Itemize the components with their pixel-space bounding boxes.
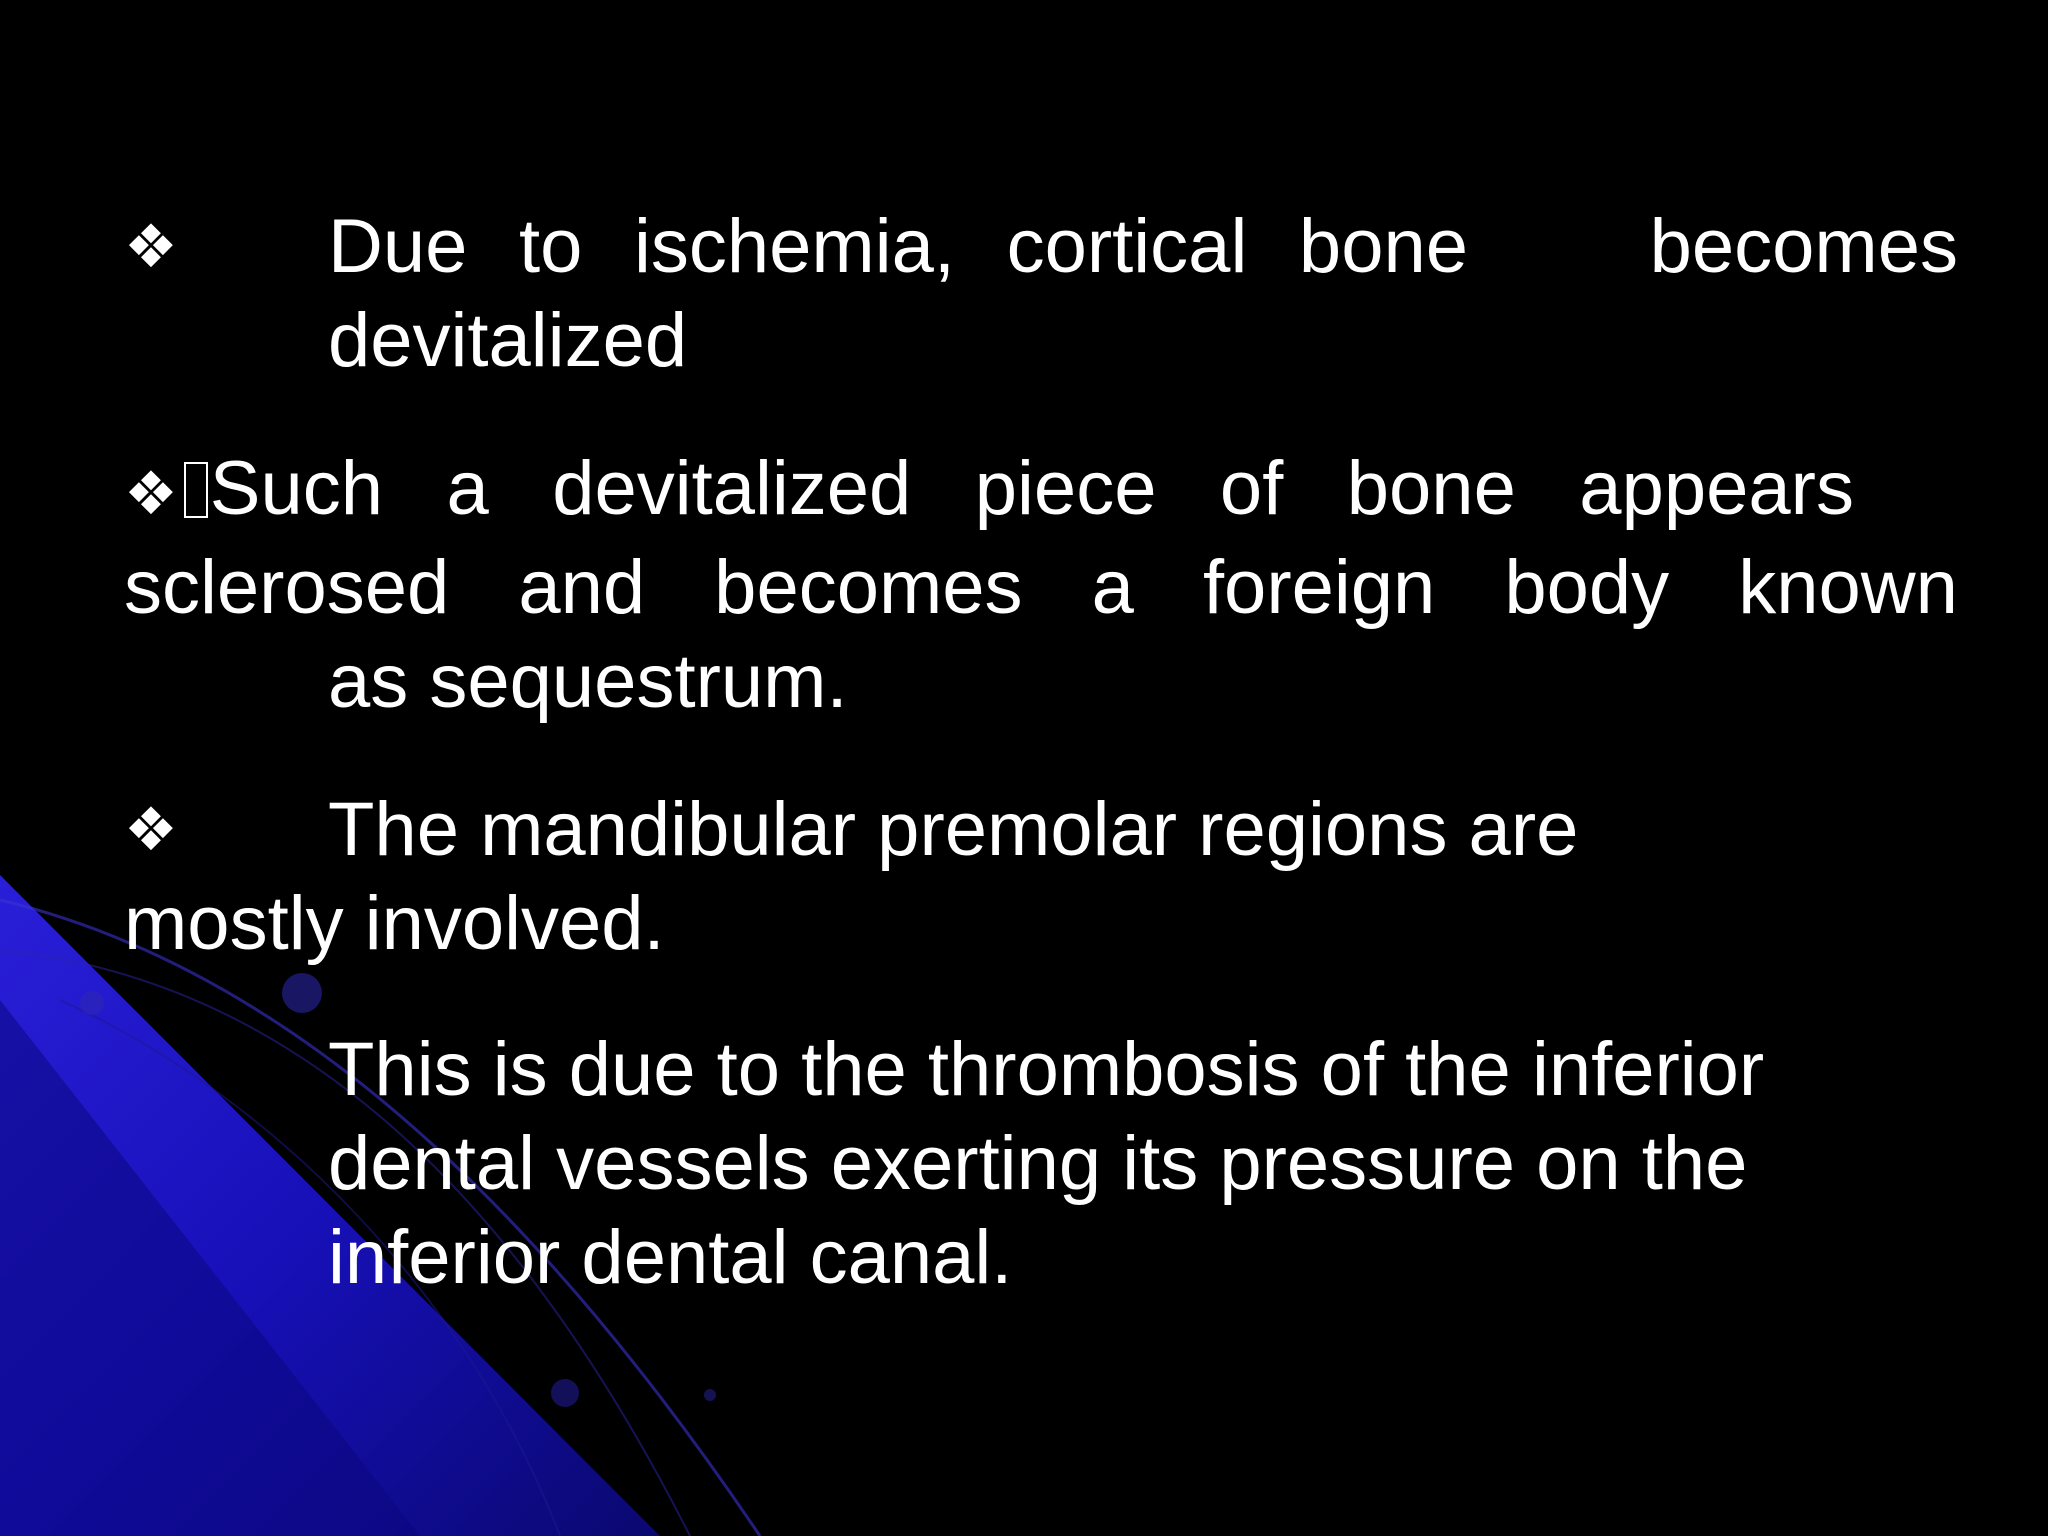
paragraph-3-line-1: The mandibular premolar regions are bbox=[328, 787, 1579, 872]
word: body bbox=[1504, 545, 1670, 630]
paragraph-1-line-2: devitalized bbox=[328, 298, 688, 383]
paragraph-4-line-1: This is due to the thrombosis of the inferior bbox=[328, 1027, 1765, 1112]
paragraph-4 bbox=[124, 1023, 1958, 1305]
bullet-paragraph-3 bbox=[124, 783, 1958, 971]
word: Due bbox=[328, 204, 468, 289]
word: becomes bbox=[714, 545, 1023, 630]
bullet-paragraph-2 bbox=[124, 442, 1958, 729]
word-with-bullet bbox=[124, 442, 383, 541]
paragraph-1-line-1 bbox=[124, 200, 1958, 294]
word: and bbox=[518, 545, 646, 630]
paragraph-2-line-3: as sequestrum. bbox=[328, 639, 848, 724]
word: cortical bbox=[1006, 204, 1248, 289]
word: ischemia, bbox=[634, 204, 955, 289]
paragraph-2-line-1 bbox=[124, 442, 1958, 541]
slide-body bbox=[124, 200, 1958, 1305]
paragraph-3-line-2: mostly involved. bbox=[124, 881, 665, 966]
glyph-box bbox=[184, 462, 208, 518]
word: Such bbox=[209, 446, 384, 531]
word: becomes bbox=[1649, 204, 1958, 289]
word: a bbox=[1091, 545, 1134, 630]
four-diamond-bullet-icon: ❖ bbox=[124, 459, 178, 529]
bullet-paragraph-1 bbox=[124, 200, 1958, 388]
four-diamond-bullet-icon: ❖ bbox=[124, 795, 178, 865]
paragraph-2-line-2 bbox=[124, 541, 1958, 635]
paragraph-4-line-2: dental vessels exerting its pressure on the bbox=[328, 1121, 1748, 1206]
word: sclerosed bbox=[124, 545, 450, 630]
word: known bbox=[1738, 545, 1958, 630]
four-diamond-bullet-icon: ❖ bbox=[124, 212, 178, 282]
word: bone bbox=[1346, 446, 1516, 531]
decor-dot-4 bbox=[704, 1389, 716, 1401]
word: piece bbox=[974, 446, 1157, 531]
word: devitalized bbox=[552, 446, 912, 531]
word: appears bbox=[1579, 446, 1854, 531]
word: to bbox=[519, 204, 583, 289]
word: a bbox=[446, 446, 489, 531]
word: of bbox=[1219, 446, 1284, 531]
word: bone bbox=[1298, 204, 1468, 289]
decor-dot-1 bbox=[80, 991, 104, 1015]
paragraph-4-line-3: inferior dental canal. bbox=[328, 1215, 1013, 1300]
word: foreign bbox=[1202, 545, 1436, 630]
decor-dot-3 bbox=[551, 1379, 579, 1407]
